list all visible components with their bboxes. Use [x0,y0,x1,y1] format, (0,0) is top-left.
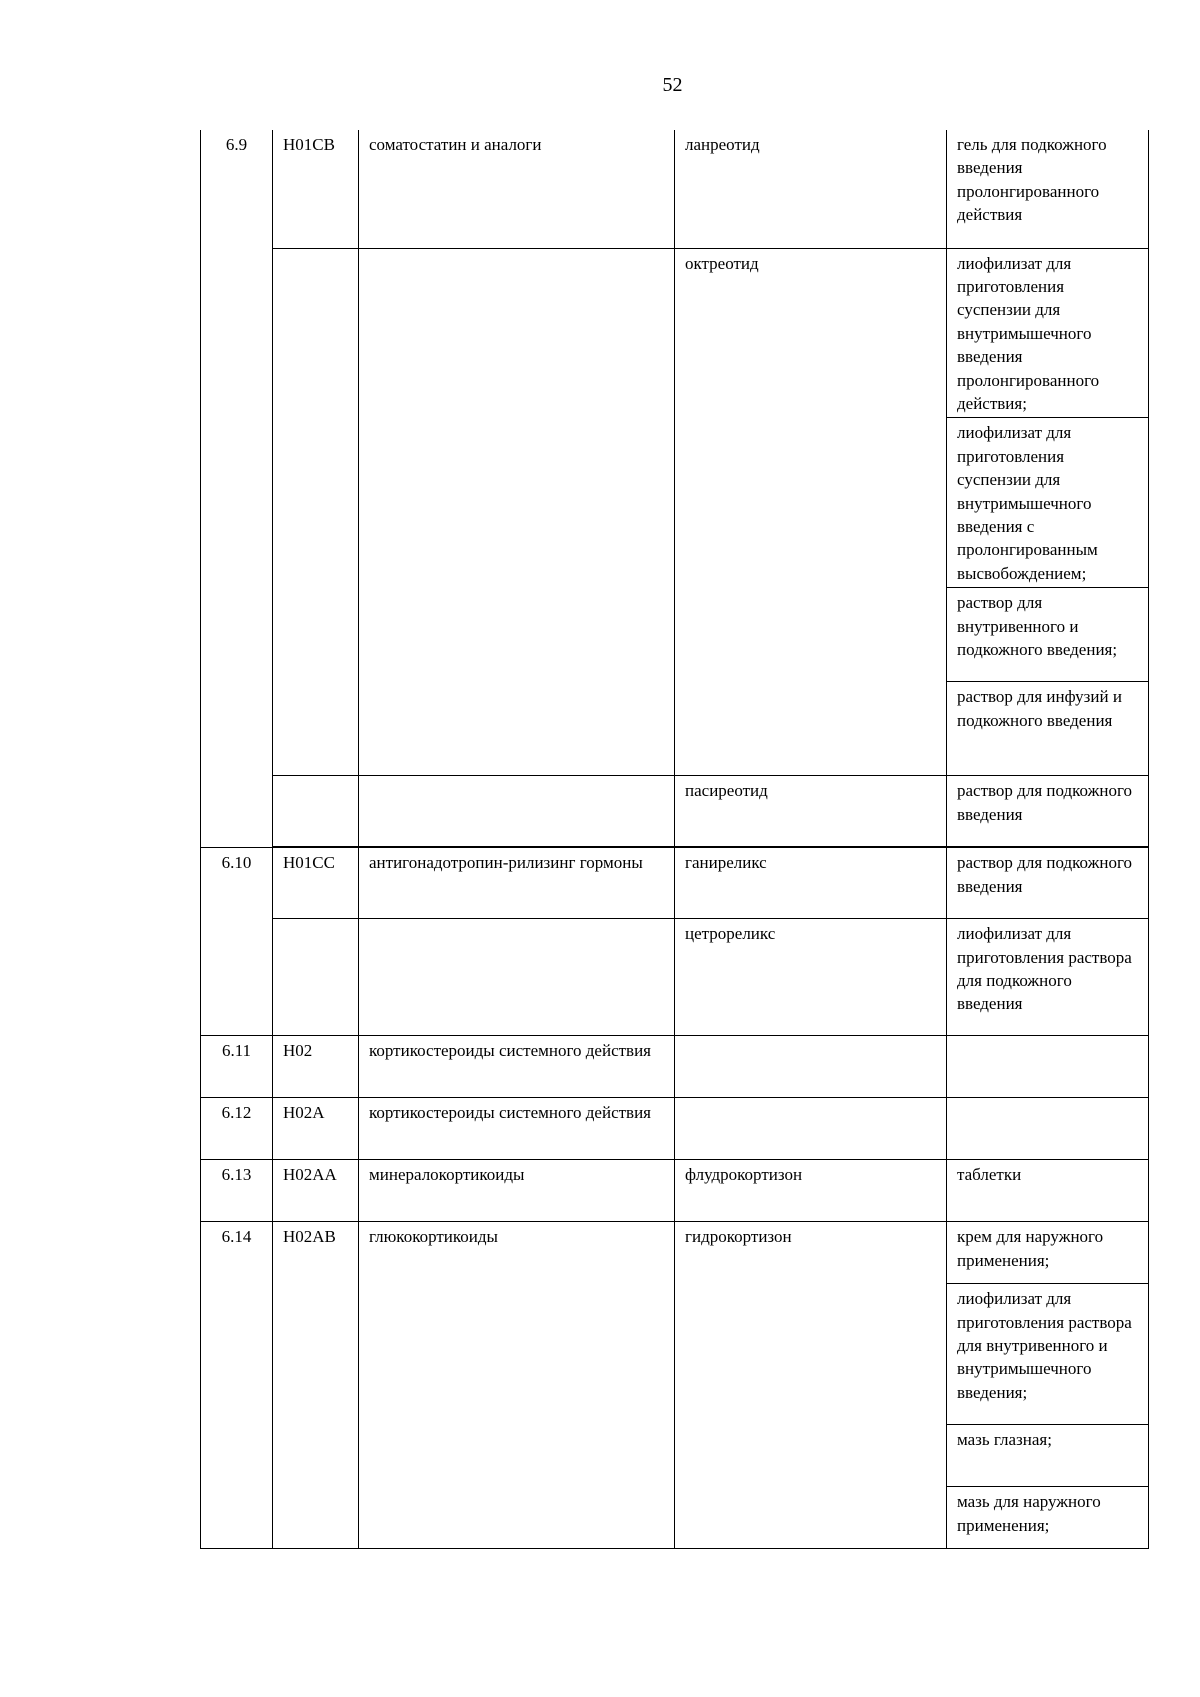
table-row [201,848,1149,919]
group-name: соматостатин и аналоги [359,130,675,248]
atc-code [273,248,359,776]
row-number: 6.13 [201,1160,273,1222]
table-row [201,248,1149,418]
atc-code: H01CB [273,130,359,248]
table-row [201,130,1149,248]
table-row [201,1222,1149,1284]
drug-name: гидрокортизон [675,1222,947,1549]
drug-name [675,1036,947,1098]
dosage-form: лиофилизат для приготовления суспензии для внутримышечного введения пролонгированного действия; [947,248,1149,418]
dosage-form: лиофилизат для приготовления раствора для подкожного введения [947,919,1149,1036]
row-number: 6.11 [201,1036,273,1098]
group-name [359,919,675,1036]
dosage-form [947,1036,1149,1098]
group-name: минералокортикоиды [359,1160,675,1222]
row-number: 6.12 [201,1098,273,1160]
group-name: антигонадотропин-рилизинг гормоны [359,848,675,919]
atc-code: H02AA [273,1160,359,1222]
atc-code: H02AB [273,1222,359,1549]
table-row [201,776,1149,847]
dosage-form [947,1098,1149,1160]
atc-code: H01CC [273,848,359,919]
drug-name: флудрокортизон [675,1160,947,1222]
atc-code: H02 [273,1036,359,1098]
dosage-form: крем для наружного применения; [947,1222,1149,1284]
group-name [359,248,675,776]
table-row [201,1160,1149,1222]
table-row [201,919,1149,1036]
drug-name: октреотид [675,248,947,776]
dosage-form: мазь для наружного применения; [947,1487,1149,1549]
group-name: глюкокортикоиды [359,1222,675,1549]
dosage-form: раствор для внутривенного и подкожного введения; [947,588,1149,682]
table-row [201,1036,1149,1098]
atc-code [273,919,359,1036]
dosage-form: раствор для подкожного введения [947,848,1149,919]
dosage-form: лиофилизат для приготовления суспензии для внутримышечного введения с пролонгированным высвобождением; [947,418,1149,588]
row-number: 6.14 [201,1222,273,1549]
dosage-form: мазь глазная; [947,1425,1149,1487]
table-row [201,1098,1149,1160]
group-name: кортикостероиды системного действия [359,1036,675,1098]
medicines-table [200,130,1149,1549]
dosage-form: раствор для инфузий и подкожного введения [947,682,1149,776]
drug-name: ганиреликс [675,848,947,919]
dosage-form: таблетки [947,1160,1149,1222]
dosage-form: лиофилизат для приготовления раствора для внутривенного и внутримышечного введения; [947,1284,1149,1425]
drug-name: цетрореликс [675,919,947,1036]
drug-name: ланреотид [675,130,947,248]
row-number: 6.10 [201,848,273,1036]
row-number: 6.9 [201,130,273,848]
drug-name: пасиреотид [675,776,947,847]
dosage-form: раствор для подкожного введения [947,776,1149,847]
group-name [359,776,675,847]
group-name: кортикостероиды системного действия [359,1098,675,1160]
page-number: 52 [662,74,683,96]
drug-name [675,1098,947,1160]
atc-code [273,776,359,847]
dosage-form: гель для подкожного введения пролонгированного действия [947,130,1149,248]
atc-code: H02A [273,1098,359,1160]
